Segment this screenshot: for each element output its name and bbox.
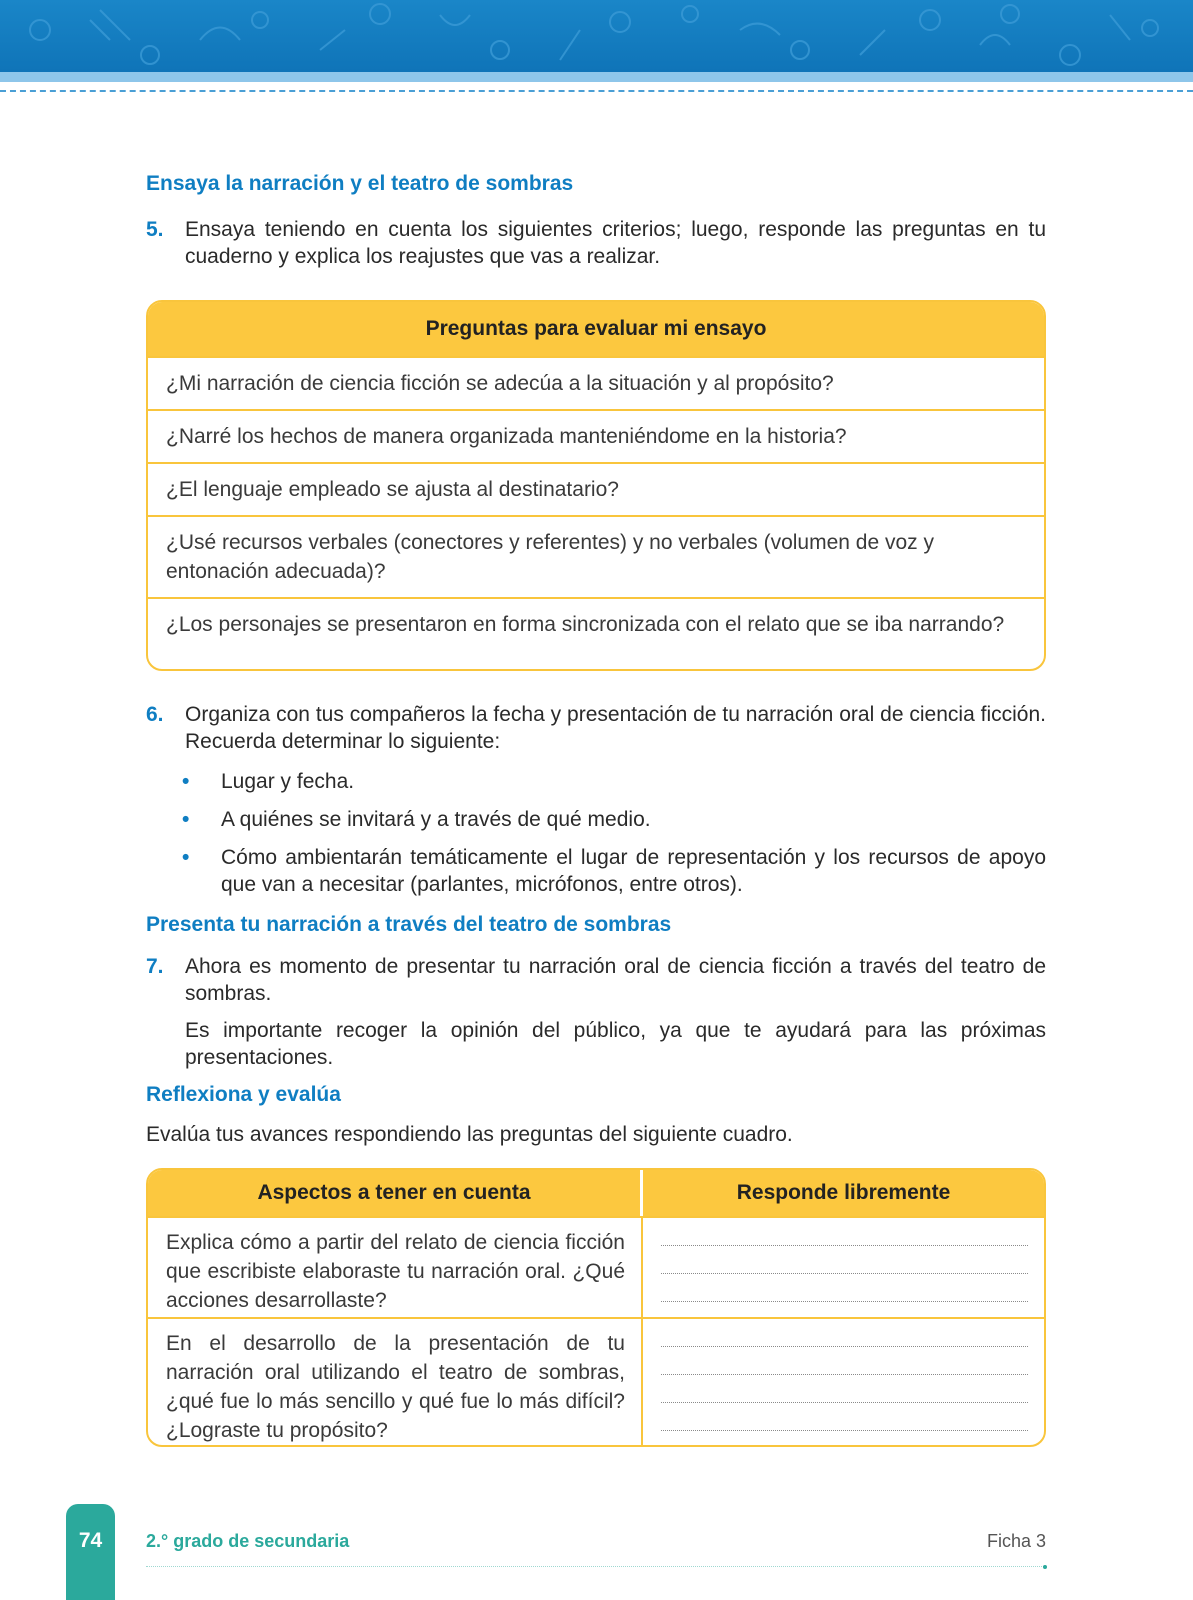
list-item: • A quiénes se invitará y a través de qué medio.	[182, 808, 651, 831]
header-strip	[0, 72, 1193, 82]
item-7	[146, 953, 1046, 1007]
table-row	[148, 1216, 1044, 1317]
footer-divider	[146, 1566, 1046, 1567]
section-title-reflexiona: Reflexiona y evalúa	[146, 1083, 341, 1106]
page-number: 74	[78, 1529, 103, 1552]
table-row: ¿Usé recursos verbales (conectores y referentes) y no verbales (volumen de voz y entonación adecuada)?	[148, 515, 1044, 597]
table-row: ¿Los personajes se presentaron en forma sincronizada con el relato que se iba narrando?	[148, 597, 1044, 671]
item-number: 7.	[146, 955, 164, 978]
list-item: • Cómo ambientarán temáticamente el lugar de representación y los recursos de apoyo que van a necesitar (parlantes, micrófonos, entre otros).	[182, 846, 1046, 896]
item-6	[146, 701, 1046, 755]
header-banner	[0, 0, 1193, 72]
column-header-answer: Responde libremente	[736, 1181, 951, 1204]
item-text: Organiza con tus compañeros la fecha y presentación de tu narración oral de ciencia ficción. Recuerda determinar lo siguiente:	[185, 703, 1046, 753]
table-row: ¿El lenguaje empleado se ajusta al destinatario?	[148, 462, 1044, 515]
answer-line[interactable]	[661, 1347, 1028, 1375]
footer-dot-icon	[1043, 1565, 1047, 1569]
answer-line[interactable]	[661, 1274, 1028, 1302]
table-row: ¿Mi narración de ciencia ficción se adecúa a la situación y al propósito?	[148, 356, 1044, 409]
section-intro: Evalúa tus avances respondiendo las preguntas del siguiente cuadro.	[146, 1123, 793, 1146]
answer-cell[interactable]	[643, 1319, 1044, 1445]
table-header: Preguntas para evaluar mi ensayo	[148, 302, 1044, 356]
bullet-list	[182, 768, 1046, 909]
item-7-paragraph: Es importante recoger la opinión del público, ya que te ayudará para las próximas presentaciones.	[185, 1019, 1046, 1069]
answer-line[interactable]	[661, 1375, 1028, 1403]
item-number: 5.	[146, 218, 164, 241]
banner-doodles-icon	[0, 0, 1193, 72]
aspect-cell: En el desarrollo de la presentación de tu narración oral utilizando el teatro de sombras, ¿qué fue lo más sencillo y qué fue lo más difícil? ¿Lograste tu propósito?	[148, 1319, 643, 1445]
header-dashed-divider	[0, 90, 1193, 92]
grade-label: 2.° grado de secundaria	[146, 1531, 350, 1551]
answer-line[interactable]	[661, 1319, 1028, 1347]
table-row: ¿Narré los hechos de manera organizada manteniéndome en la historia?	[148, 409, 1044, 462]
evaluation-questions-table	[146, 300, 1046, 671]
table-header	[148, 1170, 1044, 1216]
answer-line[interactable]	[661, 1246, 1028, 1274]
item-text: Ahora es momento de presentar tu narración oral de ciencia ficción a través del teatro de sombras.	[185, 955, 1046, 1005]
answer-line[interactable]	[661, 1218, 1028, 1246]
section-title-presenta: Presenta tu narración a través del teatro de sombras	[146, 913, 672, 936]
reflection-table	[146, 1168, 1046, 1447]
column-header-aspects: Aspectos a tener en cuenta	[148, 1170, 643, 1216]
section-title-ensaya: Ensaya la narración y el teatro de sombras	[146, 172, 574, 195]
table-row	[148, 1317, 1044, 1445]
item-5	[146, 216, 1046, 270]
aspect-cell: Explica cómo a partir del relato de ciencia ficción que escribiste elaboraste tu narración oral. ¿Qué acciones desarrollaste?	[148, 1218, 643, 1317]
bullet-icon: •	[182, 846, 190, 869]
bullet-icon: •	[182, 808, 190, 831]
answer-cell[interactable]	[643, 1218, 1044, 1317]
list-item: • Lugar y fecha.	[182, 770, 355, 793]
bullet-icon: •	[182, 770, 190, 793]
item-number: 6.	[146, 703, 164, 726]
item-text: Ensaya teniendo en cuenta los siguientes criterios; luego, responde las preguntas en tu cuaderno y explica los reajustes que vas a realizar.	[185, 218, 1046, 268]
answer-line[interactable]	[661, 1403, 1028, 1431]
ficha-label: Ficha 3	[986, 1531, 1046, 1551]
